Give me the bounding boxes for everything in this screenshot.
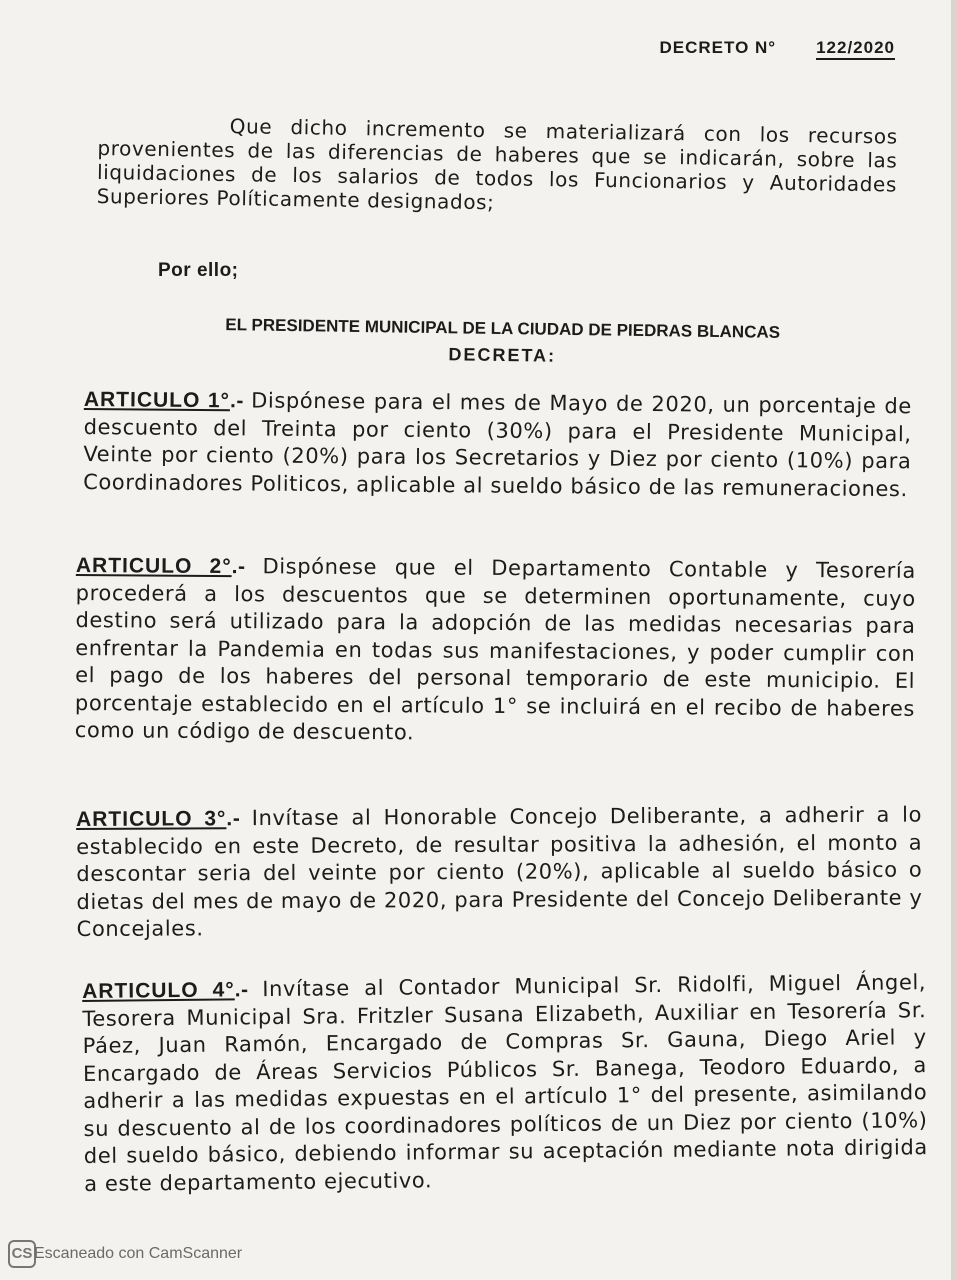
title-line-1: EL PRESIDENTE MUNICIPAL DE LA CIUDAD DE PIEDRAS BLANCAS — [225, 315, 781, 342]
article-2-text: Dispónese que el Departamento Contable y Tesorería procederá a los descuentos que se determinen oportunamente, cuyo destino será utilizado para la adopción de las medidas necesarias para enfrentar la Pandemia en todas sus manifestaciones, y poder cumplir con el pago de los haberes del personal temporario de este municipio. El porcentaje establecido en el artículo 1° se incluirá en el recibo de haberes como un código de descuento. — [74, 554, 916, 745]
decree-label: DECRETO N° — [659, 38, 777, 57]
decree-number: 122/2020 — [816, 38, 895, 60]
article-3-label: ARTICULO 3° — [76, 807, 227, 831]
camscanner-logo-icon: CS — [8, 1240, 36, 1268]
intro-paragraph — [96, 112, 897, 221]
article-2 — [75, 552, 916, 750]
article-1-text: Dispónese para el mes de Mayo de 2020, un porcentaje de descuento del Treinta por ciento (30%) para el Presidente Municipal, Veinte por ciento (20%) para los Secretarios y Diez por ciento (10%) para Coordinadores Politicos, aplicable al sueldo básico de las remuneraciones. — [83, 388, 912, 501]
article-4-sep: .- — [234, 978, 263, 1002]
article-1 — [83, 386, 912, 503]
article-1-label: ARTICULO 1° — [83, 387, 231, 413]
intro-text: Que dicho incremento se materializará con los recursos provenientes de las diferencias de haberes que se indicarán, sobre las liquidaciones de los salarios de todos los Funcionarios y Autoridades Superiores Políticamente designados; — [96, 114, 898, 215]
watermark-text: Escaneado con CamScanner — [34, 1245, 243, 1262]
article-4-label: ARTICULO 4° — [82, 978, 235, 1003]
article-3-text: Invítase al Honorable Concejo Deliberante, a adherir a lo establecido en este Decreto, de resultar positiva la adhesión, el monto a descontar seria del veinte por ciento (20%), aplicable al sueldo básico o dietas del mes de mayo de 2020, para Presidente del Concejo Deliberante y Concejales. — [76, 802, 923, 941]
article-2-label: ARTICULO 2° — [75, 553, 232, 579]
title-decreta: DECRETA: — [448, 344, 557, 366]
article-3-sep: .- — [226, 807, 252, 831]
article-2-sep: .- — [231, 555, 263, 579]
page-edge-shadow — [951, 0, 957, 1280]
article-1-sep: .- — [229, 389, 252, 413]
decree-header — [659, 38, 895, 58]
article-4 — [82, 969, 928, 1198]
por-ello: Por ello; — [158, 260, 239, 281]
scanner-watermark — [8, 1240, 308, 1270]
decree-title — [200, 312, 806, 372]
article-3 — [76, 802, 923, 944]
article-4-text: Invítase al Contador Municipal Sr. Ridolfi, Miguel Ángel, Tesorera Municipal Sra. Fritzler Susana Elizabeth, Auxiliar en Tesorería Sr. Páez, Juan Ramón, Encargado de Compras Sr. Gauna, Diego Ariel y Encargado de Áreas Servicios Públicos Sr. Banega, Teodoro Eduardo, a adherir a las medidas expuestas en el artículo 1° del presente, asimilando su descuento al de los coordinadores políticos de un Diez por ciento (10%) del sueldo básico, debiendo informar su aceptación mediante nota dirigida a este departamento ejecutivo. — [82, 970, 928, 1196]
